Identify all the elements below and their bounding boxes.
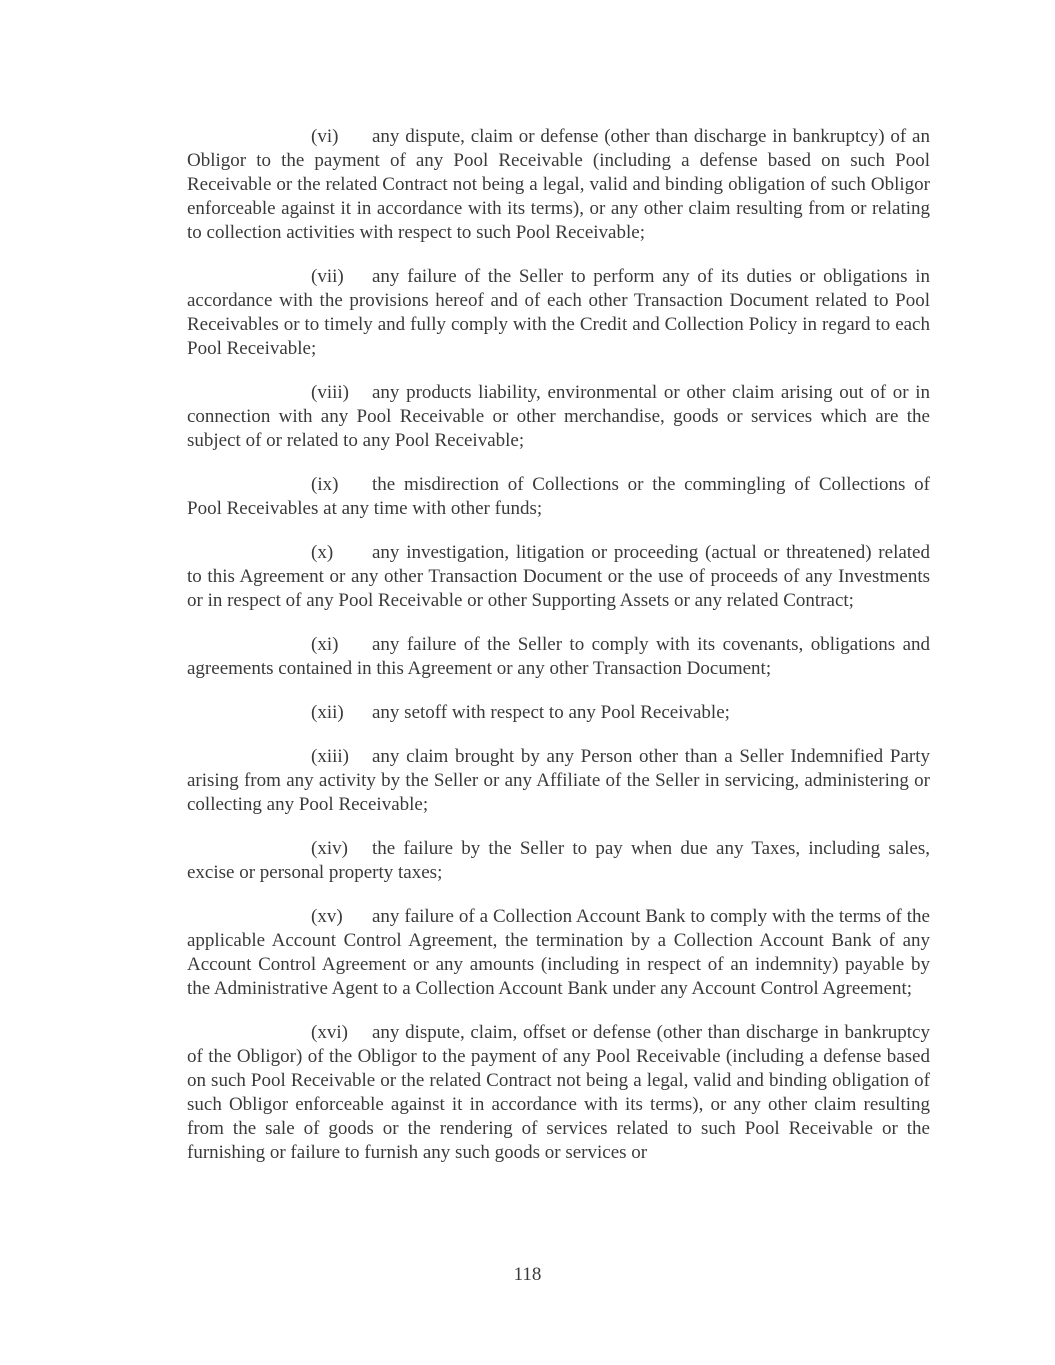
clause-number: (viii)	[311, 382, 349, 403]
paragraph-x	[187, 541, 930, 613]
paragraph-viii	[187, 381, 930, 453]
clause-text: any failure of the Seller to comply with its covenants, obligations and agreements contained in this Agreement or any other Transaction Document;	[187, 634, 930, 679]
clause-number: (xiii)	[311, 746, 349, 767]
paragraph-xi	[187, 633, 930, 681]
clause-number: (xv)	[311, 906, 343, 927]
paragraph-xiv	[187, 837, 930, 885]
clause-text: any failure of a Collection Account Bank to comply with the terms of the applicable Account Control Agreement, the termination by a Collection Account Bank of any Account Control Agreement or any amounts (including in respect of an indemnity) payable by the Administrative Agent to a Collection Account Bank under any Account Control Agreement;	[187, 906, 930, 999]
clause-number: (vi)	[311, 126, 339, 147]
clause-number: (ix)	[311, 474, 339, 495]
clause-number: (vii)	[311, 266, 344, 287]
paragraph-xii	[187, 701, 930, 725]
paragraph-xv	[187, 905, 930, 1001]
paragraph-vi	[187, 125, 930, 245]
paragraph-xiii	[187, 745, 930, 817]
clause-number: (x)	[311, 542, 334, 563]
clause-text: any dispute, claim, offset or defense (other than discharge in bankruptcy of the Obligor) of the Obligor to the payment of any Pool Receivable (including a defense based on such Pool Receivable or the related Contract not being a legal, valid and binding obligation of such Obligor enforceable against it in accordance with its terms), or any other claim resulting from the sale of goods or the rendering of services related to such Pool Receivable or the furnishing or failure to furnish any such goods or services or	[187, 1022, 930, 1163]
clause-text: any dispute, claim or defense (other than discharge in bankruptcy) of an Obligor to the payment of any Pool Receivable (including a defense based on such Pool Receivable or the related Contract not being a legal, valid and binding obligation of such Obligor enforceable against it in accordance with its terms), or any other claim resulting from or relating to collection activities with respect to such Pool Receivable;	[187, 126, 930, 243]
clause-text: any claim brought by any Person other than a Seller Indemnified Party arising from any activity by the Seller or any Affiliate of the Seller in servicing, administering or collecting any Pool Receivable;	[187, 746, 930, 815]
clause-number: (xvi)	[311, 1022, 348, 1043]
page-number: 118	[513, 1264, 542, 1285]
clause-number: (xii)	[311, 702, 344, 723]
clause-text: any failure of the Seller to perform any of its duties or obligations in accordance with the provisions hereof and of each other Transaction Document related to Pool Receivables or to timely and fully comply with the Credit and Collection Policy in regard to each Pool Receivable;	[187, 266, 930, 359]
clause-number: (xiv)	[311, 838, 348, 859]
clause-text: any products liability, environmental or other claim arising out of or in connection with any Pool Receivable or other merchandise, goods or services which are the subject of or related to any Pool Receivable;	[187, 382, 930, 451]
clause-text: the misdirection of Collections or the commingling of Collections of Pool Receivables at any time with other funds;	[187, 474, 930, 519]
paragraph-vii	[187, 265, 930, 361]
clause-number: (xi)	[311, 634, 339, 655]
clause-text: any setoff with respect to any Pool Receivable;	[372, 702, 730, 723]
clause-text: any investigation, litigation or proceeding (actual or threatened) related to this Agreement or any other Transaction Document or the use of proceeds of any Investments or in respect of any Pool Receivable or other Supporting Assets or any related Contract;	[187, 542, 930, 611]
paragraph-xvi	[187, 1021, 930, 1165]
clause-text: the failure by the Seller to pay when due any Taxes, including sales, excise or personal property taxes;	[187, 838, 930, 883]
paragraph-ix	[187, 473, 930, 521]
document-body	[187, 125, 930, 1185]
